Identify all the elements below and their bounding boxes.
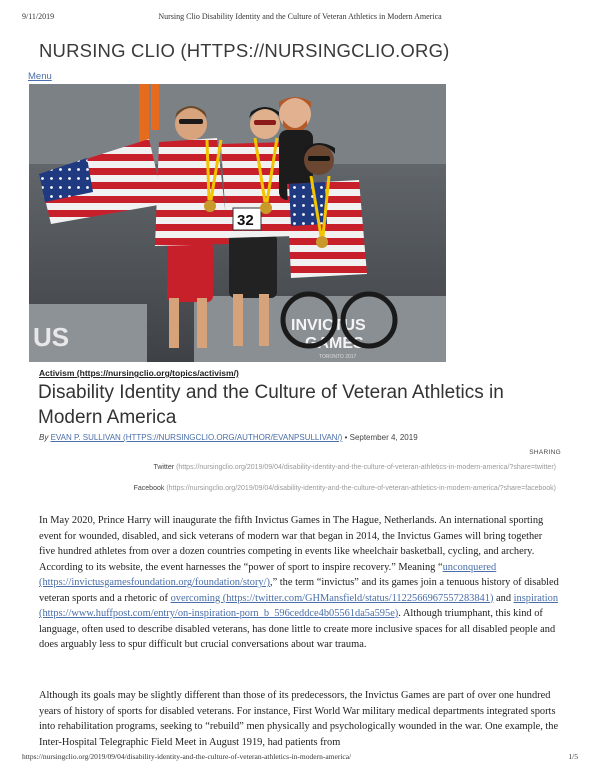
inspiration-link[interactable]: inspiration (https://www.huffpost.com/entry/on-inspiration-porn_b_596ceddce4b05561da5a595e) (39, 592, 559, 619)
p1-text-1: In May 2020, Prince Harry will inaugurate the fifth Invictus Games in The Hague, Netherlands. An international sporting event for wounded, disabled, and sick veterans of modern war that began in 2014, the Invictus Games will bring together five hundred athletes from over a dozen countries competing in events like wheelchair basketball, cycling, and archery. According to its website, the event harnesses the “power of sport to inspire recovery.” Meaning “ (39, 515, 544, 573)
share-twitter-link[interactable] (0, 464, 556, 471)
print-footer-url: https://nursingclio.org/2019/09/04/disability-identity-and-the-culture-of-veteran-athletics-in-modern-america/ (22, 752, 352, 761)
p1-text-2: ,” the term “invictus” and its games join a tenuous history of disabled veteran sports and a rhetoric of (39, 577, 559, 604)
hero-banner-invictus: INVICTUS (291, 317, 366, 334)
print-date: 9/11/2019 (22, 12, 55, 21)
author-link[interactable]: EVAN P. SULLIVAN (HTTPS://NURSINGCLIO.ORG/AUTHOR/EVANPSULLIVAN/) (50, 433, 343, 442)
print-document-title: Nursing Clio Disability Identity and the Culture of Veteran Athletics in Modern America (158, 12, 442, 21)
sharing-label: SHARING (529, 449, 561, 456)
overcoming-link[interactable]: overcoming (https://twitter.com/GHMansfield/status/1122566967557283841) (170, 592, 494, 604)
site-title-link[interactable]: NURSING CLIO (HTTPS://NURSINGCLIO.ORG) (39, 40, 450, 61)
p1-text-4: . Although triumphant, this kind of language, often used to describe disabled veterans, has done little to create more inclusive spaces for all disabled people and does arguably less to spur difficult but crucial conversations about war trauma. (39, 608, 556, 650)
p1-text-3: and (493, 592, 514, 604)
share-twitter-name: Twitter (153, 464, 175, 471)
unconquered-link[interactable]: unconquered (https://invictusgamesfoundation.org/foundation/story/) (39, 561, 497, 588)
share-facebook-url: (https://nursingclio.org/2019/09/04/disability-identity-and-the-culture-of-veteran-athletics-in-modern-america/?share=facebook) (166, 485, 556, 492)
hero-banner-toronto: TORONTO 2017 (319, 354, 357, 360)
share-twitter-url: (https://nursingclio.org/2019/09/04/disability-identity-and-the-culture-of-veteran-athletics-in-modern-america/?share=twitter) (176, 464, 556, 471)
category-link[interactable]: Activism (https://nursingclio.org/topics/activism/) (39, 368, 239, 378)
body-paragraph-1 (39, 513, 559, 653)
print-page-number: 1/5 (568, 752, 578, 761)
by-label: By (39, 433, 49, 442)
hero-banner-left: US (33, 322, 70, 352)
publish-date: • September 4, 2019 (344, 433, 418, 442)
body-paragraph-2: Although its goals may be slightly different than those of its predecessors, the Invictus Games are part of over one hundred years of history of sports for disabled veterans. For instance, First World War military medical departments integrated sports into rehabilitation programs, seeking to “rebuild” men physically and psychologically wounded in the war. One example, the Inter-Hospital Telegraphic Field Meet in August 1919, had patients from (39, 690, 559, 748)
hero-photo-illustration (29, 84, 446, 362)
share-facebook-link[interactable] (0, 485, 556, 492)
article-title: Disability Identity and the Culture of Veteran Athletics in Modern America (38, 382, 504, 428)
print-header (22, 12, 578, 24)
hero-banner-games: GAMES (305, 335, 364, 352)
byline (39, 433, 579, 442)
share-facebook-name: Facebook (133, 485, 165, 492)
hero-image (29, 84, 446, 362)
hero-bib-number: 32 (237, 212, 254, 229)
print-footer (22, 752, 578, 764)
menu-link[interactable]: Menu (28, 71, 52, 82)
